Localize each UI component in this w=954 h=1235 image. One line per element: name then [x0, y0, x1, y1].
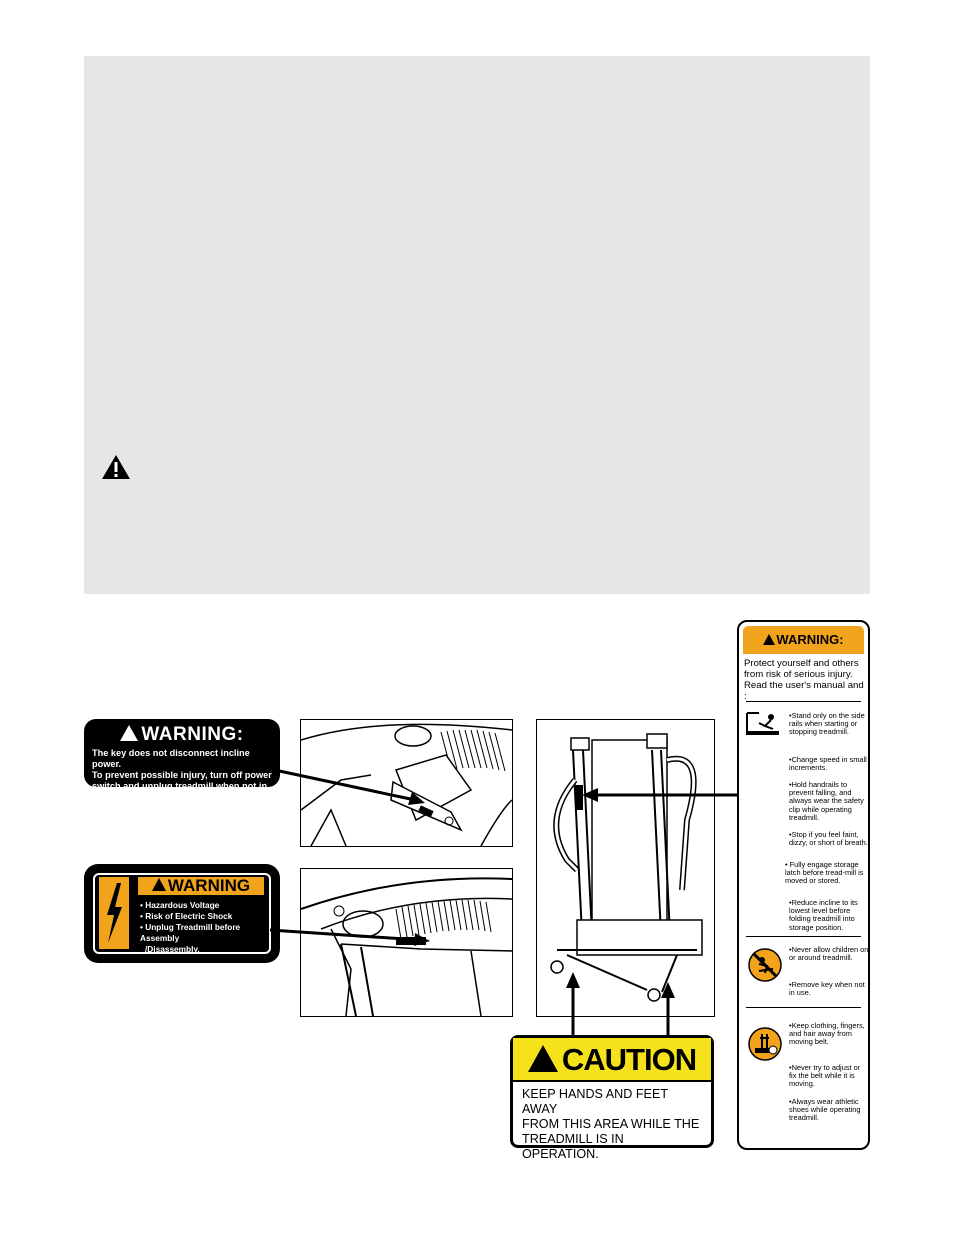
alert-triangle-icon [763, 634, 775, 645]
warning-intro: Protect yourself and others from risk of serious injury. Read the user's manual and : [744, 658, 864, 702]
safety-item: •Change speed in small increments. [789, 755, 867, 773]
alert-triangle-icon [152, 878, 166, 891]
voltage-line: /Disassembly. [145, 944, 200, 954]
voltage-line: • Hazardous Voltage [140, 900, 220, 910]
caution-line: FROM THIS AREA WHILE THE [522, 1117, 700, 1131]
moving-belt-icon [747, 1026, 783, 1062]
folded-treadmill-illustration [536, 719, 715, 1017]
safety-item: • Fully engage storage latch before tread-mill is moved or stored. [785, 860, 864, 886]
voltage-line: • Unplug Treadmill before Assembly [140, 922, 241, 943]
caution-line: TREADMILL IS IN OPERATION. [522, 1132, 624, 1161]
warning-heading: WARNING: [141, 724, 244, 745]
caution-line: KEEP HANDS AND FEET AWAY [522, 1087, 668, 1116]
warning-heading: WARNING [167, 876, 251, 895]
safety-item: •Keep clothing, fingers, and hair away from moving belt. [789, 1021, 865, 1047]
grey-notice-panel [84, 56, 870, 594]
console-illustration [300, 719, 513, 847]
alert-triangle-icon [528, 1045, 558, 1072]
stand-on-rails-icon [745, 711, 781, 737]
no-children-icon [747, 947, 783, 983]
safety-item: •Stand only on the side rails when starting or stopping treadmill. [789, 711, 865, 737]
safety-item: •Always wear athletic shoes while operating treadmill. [789, 1097, 861, 1123]
key-warning-label [84, 719, 280, 802]
safety-item: •Stop if you feel faint, dizzy, or short of breath. [789, 830, 868, 848]
alert-triangle-icon [120, 725, 138, 741]
safety-item: •Remove key when not in use. [789, 980, 865, 998]
voltage-warning-label [84, 864, 280, 963]
safety-item: •Never try to adjust or fix the belt while it is moving. [789, 1063, 861, 1089]
divider [746, 936, 861, 937]
safety-item: •Hold handrails to prevent falling, and always wear the safety clip while operating treadmill. [789, 780, 864, 822]
caution-heading: CAUTION [561, 1042, 697, 1077]
safety-item: •Reduce incline to its lowest level before folding treadmill into storage position. [789, 898, 858, 932]
base-illustration [300, 868, 513, 1017]
caution-label [510, 1035, 714, 1161]
lightning-bolt-icon [99, 877, 129, 949]
voltage-line: • Risk of Electric Shock [140, 911, 233, 921]
warning-line: To prevent possible injury, turn off power [92, 770, 272, 780]
warning-heading: WARNING: [776, 632, 844, 647]
warning-line: The key does not disconnect incline power. [92, 748, 250, 769]
safety-warning-label [737, 620, 870, 1150]
alert-triangle-icon [101, 454, 131, 480]
divider [746, 701, 861, 702]
warning-line: switch and unplug treadmill when not in use. [92, 781, 268, 802]
safety-item: •Never allow children on or around treadmill. [789, 945, 869, 963]
divider [746, 1007, 861, 1008]
